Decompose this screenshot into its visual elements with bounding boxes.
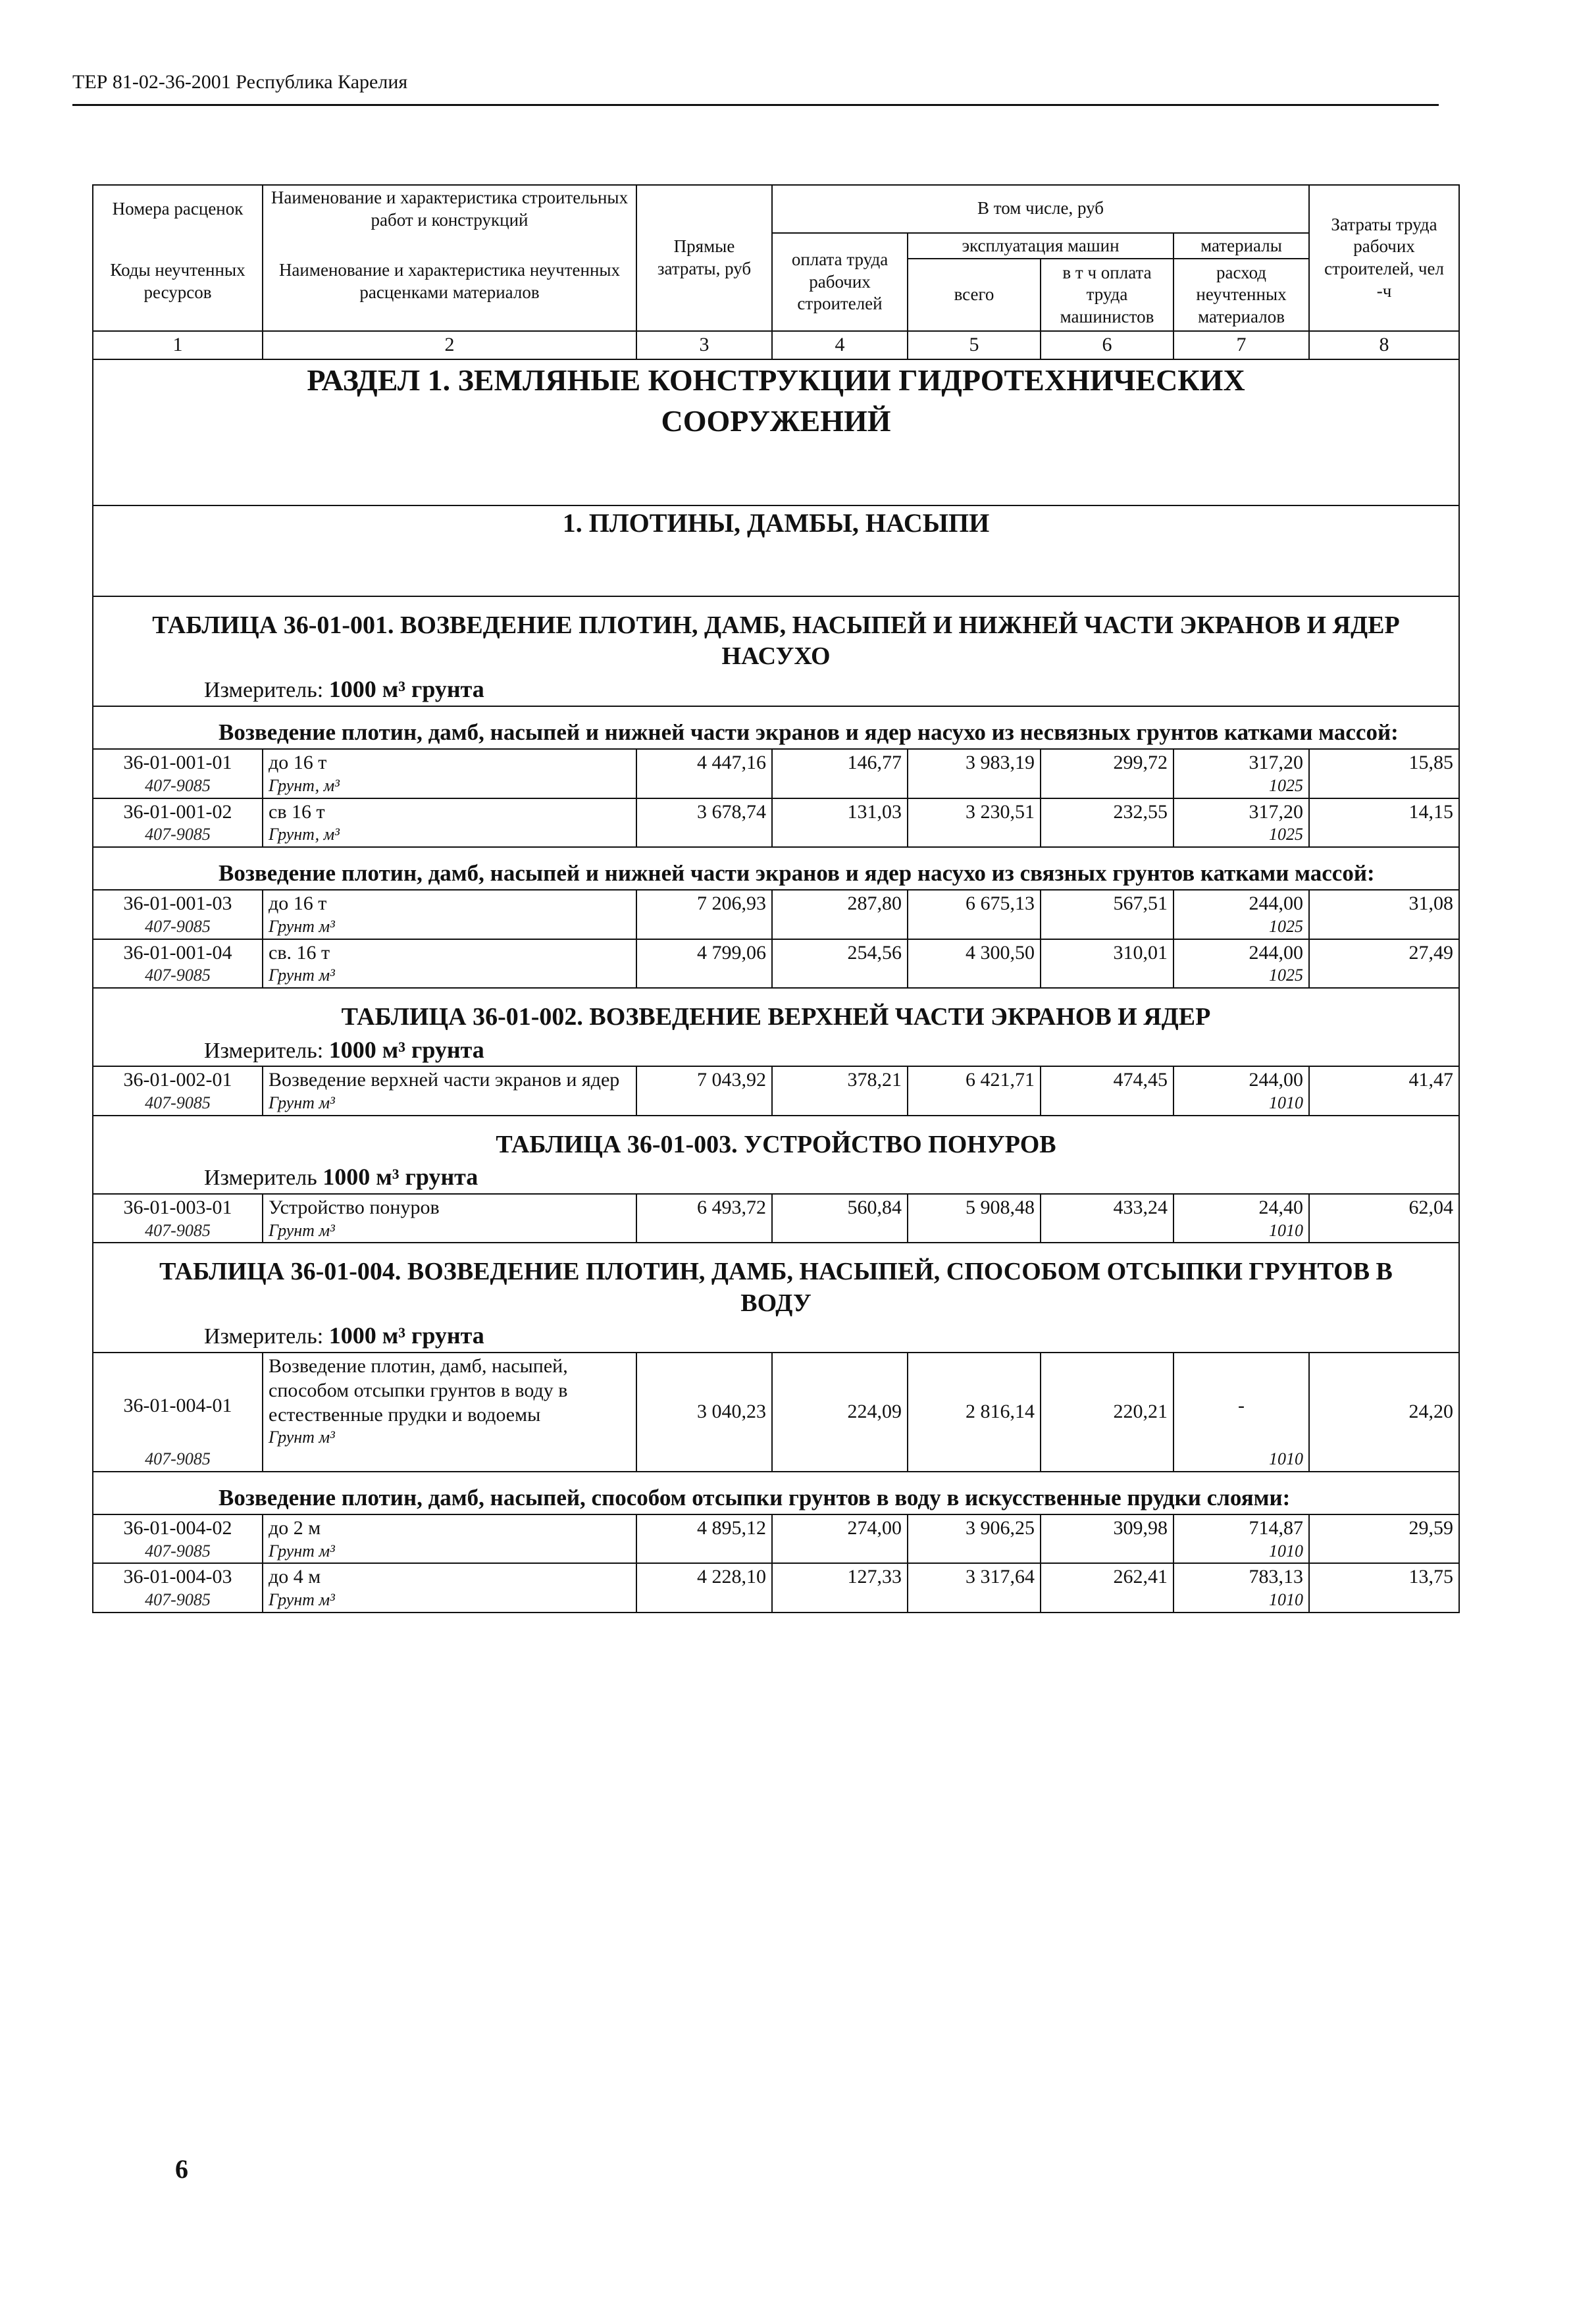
measure-value: 1000 м³ грунта [328, 1322, 484, 1349]
materials: 317,20 1025 [1173, 749, 1309, 798]
material-qty: 1010 [1269, 1220, 1304, 1240]
materials: 244,00 1025 [1173, 939, 1309, 988]
work-name: св 16 т Грунт, м³ [263, 798, 636, 847]
materials-header: материалы [1173, 233, 1309, 259]
col1-header-bottom: Коды неучтенных ресурсов [93, 233, 263, 332]
table-measure [93, 674, 1459, 706]
materials: 714,87 1010 [1173, 1514, 1309, 1563]
resource-name: Грунт м³ [269, 1220, 335, 1240]
work-name: Устройство понуров Грунт м³ [263, 1194, 636, 1243]
labor-hours: 14,15 [1309, 798, 1459, 847]
group-header: В том числе, руб [772, 185, 1309, 233]
resource-code: 407-9085 [145, 1220, 211, 1240]
machinist-labor: 299,72 [1041, 749, 1173, 798]
rate-code: 36-01-001-02 407-9085 [93, 798, 263, 847]
col-number: 8 [1309, 331, 1459, 359]
resource-name: Грунт м³ [269, 1093, 335, 1112]
labor-cost: 131,03 [772, 798, 908, 847]
labor-hours: 41,47 [1309, 1066, 1459, 1115]
machinist-labor: 567,51 [1041, 890, 1173, 939]
col5-header: всего [908, 259, 1041, 331]
col-number: 4 [772, 331, 908, 359]
work-name: Возведение плотин, дамб, насыпей, способом отсыпки грунтов в воду в естественные прудки и водоемы Грунт м³ [263, 1353, 636, 1471]
price-table [92, 184, 1460, 1613]
machine-cost: 4 300,50 [908, 939, 1041, 988]
materials: 783,13 1010 [1173, 1563, 1309, 1612]
machinist-labor: 310,01 [1041, 939, 1173, 988]
work-name: до 16 т Грунт м³ [263, 890, 636, 939]
col-number: 2 [263, 331, 636, 359]
rate-code: 36-01-004-01 407-9085 [93, 1353, 263, 1471]
direct-cost: 4 228,10 [636, 1563, 772, 1612]
col-number: 3 [636, 331, 772, 359]
rate-code: 36-01-001-01 407-9085 [93, 749, 263, 798]
direct-cost: 4 799,06 [636, 939, 772, 988]
materials: 317,20 1025 [1173, 798, 1309, 847]
machine-cost: 2 816,14 [908, 1353, 1041, 1471]
machine-cost: 3 906,25 [908, 1514, 1041, 1563]
page-number: 6 [175, 2154, 188, 2184]
direct-cost: 7 043,92 [636, 1066, 772, 1115]
material-qty: 1025 [1269, 825, 1304, 844]
rate-code: 36-01-001-03 407-9085 [93, 890, 263, 939]
labor-hours: 62,04 [1309, 1194, 1459, 1243]
table-measure [93, 1320, 1459, 1353]
resource-name: Грунт м³ [269, 916, 335, 936]
resource-code: 407-9085 [145, 1449, 211, 1468]
materials: 244,00 1010 [1173, 1066, 1309, 1115]
document-header: ТЕР 81-02-36-2001 Республика Карелия [72, 71, 408, 93]
labor-cost: 274,00 [772, 1514, 908, 1563]
direct-cost: 4 447,16 [636, 749, 772, 798]
labor-cost: 560,84 [772, 1194, 908, 1243]
resource-code: 407-9085 [145, 1541, 211, 1561]
machine-cost: 5 908,48 [908, 1194, 1041, 1243]
col-number: 6 [1041, 331, 1173, 359]
machine-cost: 3 983,19 [908, 749, 1041, 798]
table-measure [93, 1162, 1459, 1194]
resource-code: 407-9085 [145, 1093, 211, 1112]
labor-hours: 31,08 [1309, 890, 1459, 939]
materials: 244,00 1025 [1173, 890, 1309, 939]
labor-cost: 224,09 [772, 1353, 908, 1471]
measure-value: 1000 м³ грунта [322, 1164, 478, 1191]
material-qty: 1025 [1269, 966, 1304, 985]
table-row [93, 939, 1459, 988]
section-title: РАЗДЕЛ 1. ЗЕМЛЯНЫЕ КОНСТРУКЦИИ ГИДРОТЕХНИЧЕСКИХ СООРУЖЕНИЙ [93, 359, 1459, 505]
col-number: 7 [1173, 331, 1309, 359]
measure-value: 1000 м³ грунта [328, 1036, 484, 1063]
col7-header: расход неучтенных материалов [1173, 259, 1309, 331]
material-qty: 1010 [1269, 1590, 1304, 1610]
col2-header-bottom: Наименование и характеристика неучтенных расценками материалов [263, 233, 636, 332]
labor-hours: 29,59 [1309, 1514, 1459, 1563]
table-title: ТАБЛИЦА 36-01-003. УСТРОЙСТВО ПОНУРОВ [93, 1116, 1459, 1162]
group-heading: Возведение плотин, дамб, насыпей и нижней части экранов и ядер насухо из несвязных грунтов катками массой: [93, 706, 1459, 750]
machinist-labor: 262,41 [1041, 1563, 1173, 1612]
group-heading: Возведение плотин, дамб, насыпей и нижней части экранов и ядер насухо из связных грунтов катками массой: [93, 847, 1459, 891]
rate-code: 36-01-001-04 407-9085 [93, 939, 263, 988]
direct-cost: 7 206,93 [636, 890, 772, 939]
labor-cost: 146,77 [772, 749, 908, 798]
direct-cost: 3 678,74 [636, 798, 772, 847]
measure-label: Измеритель: [204, 1324, 324, 1349]
subsection-title: 1. ПЛОТИНЫ, ДАМБЫ, НАСЫПИ [93, 505, 1459, 596]
machines-header: эксплуатация машин [908, 233, 1173, 259]
labor-hours: 27,49 [1309, 939, 1459, 988]
labor-hours: 13,75 [1309, 1563, 1459, 1612]
rate-code: 36-01-004-02 407-9085 [93, 1514, 263, 1563]
direct-cost: 6 493,72 [636, 1194, 772, 1243]
machinist-labor: 220,21 [1041, 1353, 1173, 1471]
labor-cost: 254,56 [772, 939, 908, 988]
resource-code: 407-9085 [145, 1590, 211, 1610]
measure-label: Измеритель: [204, 677, 324, 702]
col1-header-top: Номера расценок [93, 185, 263, 233]
machine-cost: 3 230,51 [908, 798, 1041, 847]
labor-cost: 127,33 [772, 1563, 908, 1612]
table-title: ТАБЛИЦА 36-01-001. ВОЗВЕДЕНИЕ ПЛОТИН, ДАМБ, НАСЫПЕЙ И НИЖНЕЙ ЧАСТИ ЭКРАНОВ И ЯДЕР НАСУХО [93, 596, 1459, 674]
resource-code: 407-9085 [145, 966, 211, 985]
labor-cost: 287,80 [772, 890, 908, 939]
table-row [93, 749, 1459, 798]
measure-label: Измеритель [204, 1166, 317, 1191]
machine-cost: 3 317,64 [908, 1563, 1041, 1612]
header-rule [72, 104, 1439, 106]
resource-name: Грунт м³ [269, 1590, 335, 1610]
machinist-labor: 309,98 [1041, 1514, 1173, 1563]
resource-name: Грунт, м³ [269, 825, 340, 844]
machine-cost: 6 675,13 [908, 890, 1041, 939]
table-row [93, 1353, 1459, 1471]
table-measure [93, 1035, 1459, 1067]
direct-cost: 3 040,23 [636, 1353, 772, 1471]
resource-code: 407-9085 [145, 825, 211, 844]
machine-cost: 6 421,71 [908, 1066, 1041, 1115]
material-qty: 1010 [1269, 1449, 1304, 1468]
table-title: ТАБЛИЦА 36-01-004. ВОЗВЕДЕНИЕ ПЛОТИН, ДАМБ, НАСЫПЕЙ, СПОСОБОМ ОТСЫПКИ ГРУНТОВ В ВОДУ [93, 1243, 1459, 1320]
material-qty: 1010 [1269, 1541, 1304, 1561]
rate-code: 36-01-002-01 407-9085 [93, 1066, 263, 1115]
labor-cost: 378,21 [772, 1066, 908, 1115]
resource-name: Грунт м³ [269, 1541, 335, 1561]
table-row [93, 1194, 1459, 1243]
work-name: до 16 т Грунт, м³ [263, 749, 636, 798]
labor-hours: 24,20 [1309, 1353, 1459, 1471]
resource-code: 407-9085 [145, 775, 211, 795]
labor-hours: 15,85 [1309, 749, 1459, 798]
material-qty: 1025 [1269, 916, 1304, 936]
table-row [93, 890, 1459, 939]
col6-header: в т ч оплата труда машинистов [1041, 259, 1173, 331]
measure-label: Измеритель: [204, 1038, 324, 1063]
work-name: до 2 м Грунт м³ [263, 1514, 636, 1563]
work-name: св. 16 т Грунт м³ [263, 939, 636, 988]
group-heading: Возведение плотин, дамб, насыпей, способом отсыпки грунтов в воду в искусственные прудки слоями: [93, 1472, 1459, 1515]
materials: 24,40 1010 [1173, 1194, 1309, 1243]
machinist-labor: 474,45 [1041, 1066, 1173, 1115]
material-qty: 1025 [1269, 775, 1304, 795]
table-row [93, 1514, 1459, 1563]
table-row [93, 798, 1459, 847]
machinist-labor: 232,55 [1041, 798, 1173, 847]
work-name: до 4 м Грунт м³ [263, 1563, 636, 1612]
col-number: 1 [93, 331, 263, 359]
rate-code: 36-01-003-01 407-9085 [93, 1194, 263, 1243]
table-row [93, 1066, 1459, 1115]
col-number: 5 [908, 331, 1041, 359]
work-name: Возведение верхней части экранов и ядер Грунт м³ [263, 1066, 636, 1115]
resource-name: Грунт, м³ [269, 775, 340, 795]
resource-code: 407-9085 [145, 916, 211, 936]
resource-name: Грунт м³ [269, 1428, 335, 1447]
direct-cost: 4 895,12 [636, 1514, 772, 1563]
col8-header: Затраты труда рабочих строителей, чел -ч [1309, 185, 1459, 331]
rate-code: 36-01-004-03 407-9085 [93, 1563, 263, 1612]
col2-header-top: Наименование и характеристика строительных работ и конструкций [263, 185, 636, 233]
measure-value: 1000 м³ грунта [328, 675, 484, 702]
table-row [93, 1563, 1459, 1612]
col4-header: оплата труда рабочих строителей [772, 233, 908, 332]
resource-name: Грунт м³ [269, 966, 335, 985]
table-title: ТАБЛИЦА 36-01-002. ВОЗВЕДЕНИЕ ВЕРХНЕЙ ЧАСТИ ЭКРАНОВ И ЯДЕР [93, 988, 1459, 1035]
materials: - 1010 [1173, 1353, 1309, 1471]
machinist-labor: 433,24 [1041, 1194, 1173, 1243]
material-qty: 1010 [1269, 1093, 1304, 1112]
col3-header: Прямые затраты, руб [636, 185, 772, 331]
